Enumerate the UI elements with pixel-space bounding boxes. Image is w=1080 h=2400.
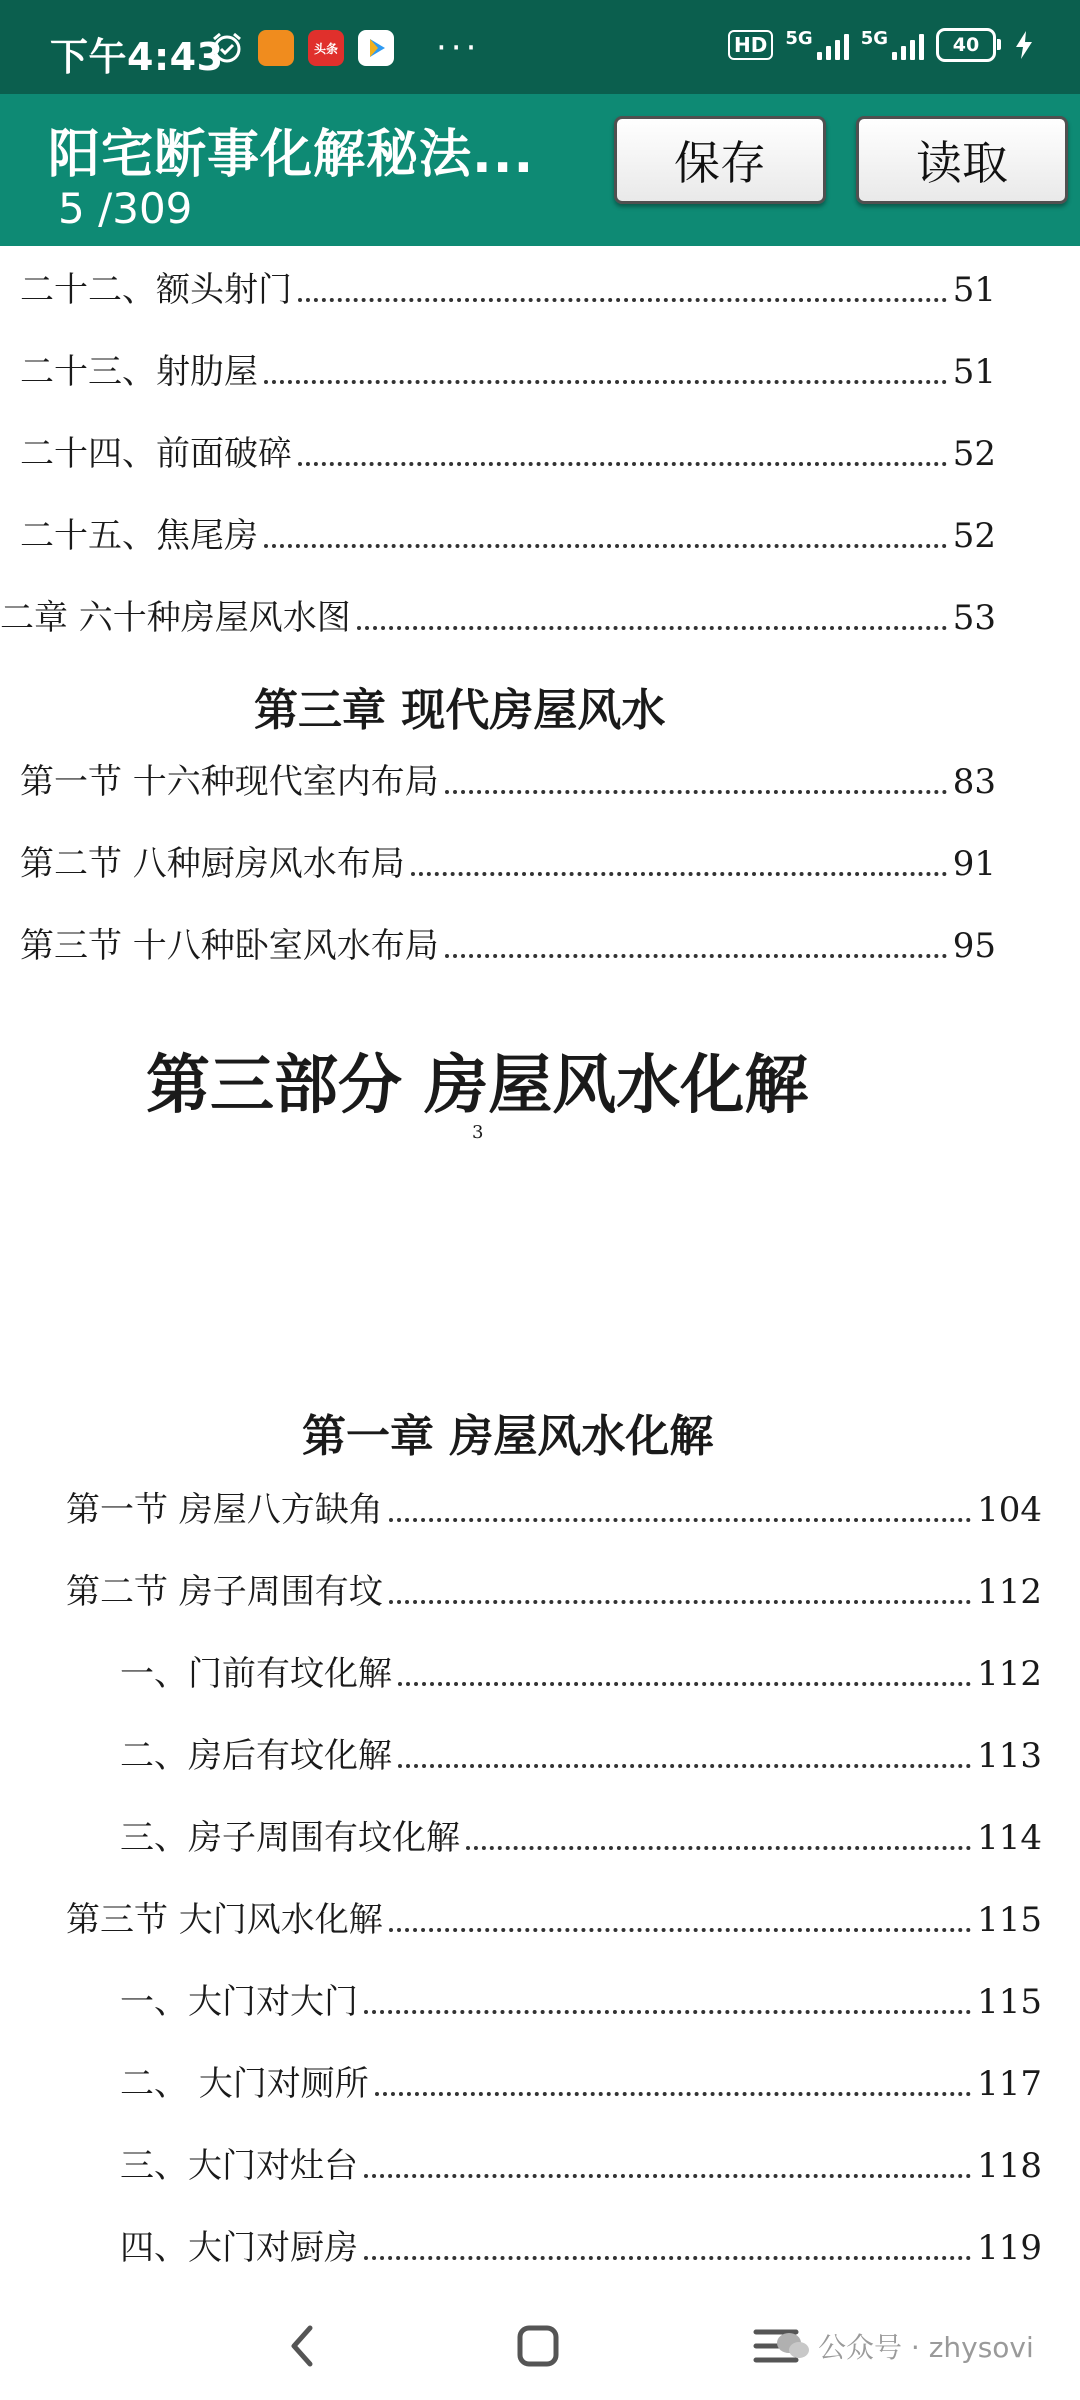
watermark-text: 公众号 · zhysovi — [818, 2331, 1034, 2364]
toc-entry: 第一节 房屋八方缺角 104 — [66, 1490, 1042, 1530]
toc-entry: 第三节 十八种卧室风水布局 95 — [20, 926, 996, 966]
toc-entry: 第一节 十六种现代室内布局 83 — [20, 762, 996, 802]
toc-entry: 二、 大门对厕所 117 — [120, 2064, 1042, 2104]
status-time: 下午4:43 — [50, 35, 224, 79]
toc-entry: 二十五、焦尾房 52 — [20, 516, 996, 556]
save-button[interactable]: 保存 — [614, 116, 826, 204]
document-page[interactable] — [0, 246, 1080, 2288]
page-indicator: 5 /309 — [58, 184, 193, 233]
play-icon — [358, 30, 394, 66]
app-icon — [258, 30, 294, 66]
toc-entry: 二十四、前面破碎 52 — [20, 434, 996, 474]
chapter-heading: 第一章 房屋风水化解 — [302, 1411, 714, 1462]
more-notifications: ··· — [436, 28, 481, 68]
part-heading: 第三部分 房屋风水化解 — [146, 1048, 809, 1123]
signal-icon — [817, 30, 849, 60]
toc-entry: 三、房子周围有坟化解 114 — [120, 1818, 1042, 1858]
toc-entry: 一、门前有坟化解 112 — [120, 1654, 1042, 1694]
back-icon[interactable] — [276, 2318, 332, 2374]
toc-entry: 三、大门对灶台 118 — [120, 2146, 1042, 2186]
chapter-heading: 第三章 现代房屋风水 — [254, 685, 666, 736]
hd-icon: HD — [728, 30, 773, 60]
toc-entry: 四、大门对厨房 119 — [120, 2228, 1042, 2268]
status-system-icons — [728, 28, 1034, 62]
network-type-2: 5G — [860, 27, 888, 49]
status-notification-icons — [210, 30, 480, 66]
navigation-bar — [0, 2288, 1080, 2400]
watermark — [776, 2326, 1034, 2366]
battery-icon: 40 — [936, 28, 996, 62]
app-bar — [0, 94, 1080, 246]
toc-entry: 二、房后有坟化解 113 — [120, 1736, 1042, 1776]
book-title: 阳宅断事化解秘法... — [48, 125, 535, 185]
toc-entry: 第三节 大门风水化解 115 — [66, 1900, 1042, 1940]
page-number: 3 — [472, 1122, 484, 1143]
toc-entry: 二十三、射肋屋 51 — [20, 352, 996, 392]
signal-icon — [892, 30, 924, 60]
wechat-icon — [776, 2331, 810, 2361]
toc-entry: 一、大门对大门 115 — [120, 1982, 1042, 2022]
charging-icon — [1014, 30, 1034, 60]
alarm-icon — [210, 31, 244, 65]
toc-entry: 第二节 房子周围有坟 112 — [66, 1572, 1042, 1612]
toutiao-icon: 头条 — [308, 30, 344, 66]
home-icon[interactable] — [510, 2318, 566, 2374]
toc-entry: 第二节 八种厨房风水布局 91 — [20, 844, 996, 884]
status-bar — [0, 0, 1080, 94]
load-button[interactable]: 读取 — [856, 116, 1068, 204]
toc-entry: 二十二、额头射门 51 — [20, 270, 996, 310]
toc-entry: 二章 六十种房屋风水图 53 — [0, 598, 996, 638]
network-type-1: 5G — [785, 27, 813, 49]
